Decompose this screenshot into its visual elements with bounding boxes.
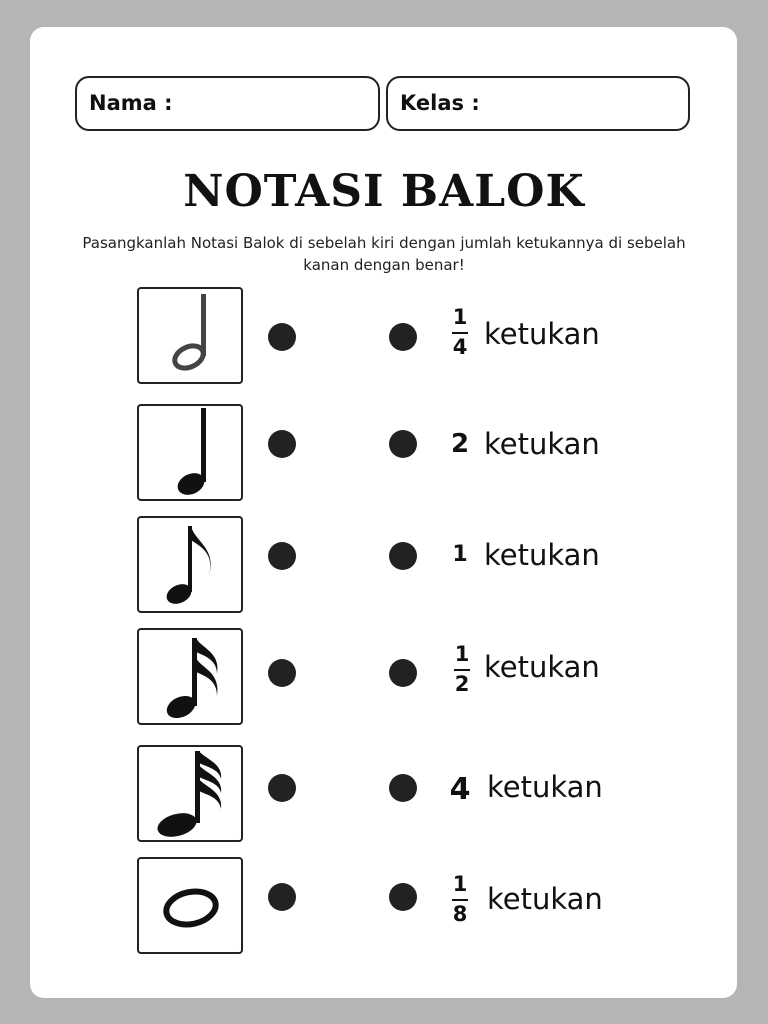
beat-unit: ketukan [484, 427, 600, 461]
right-dot-4[interactable] [389, 659, 417, 687]
fraction-denominator: 4 [452, 335, 468, 359]
beat-value: 4 [449, 772, 471, 807]
sixteenth-note-icon [139, 630, 241, 723]
beat-value: 1 [452, 542, 468, 567]
left-dot-3[interactable] [268, 542, 296, 570]
beat-label-5 [444, 758, 684, 818]
beat-unit: ketukan [484, 650, 600, 684]
fraction-bar [452, 899, 468, 901]
quarter-note-icon [139, 406, 241, 499]
left-dot-5[interactable] [268, 774, 296, 802]
fraction-numerator: 1 [454, 642, 470, 666]
beat-label-6 [444, 870, 684, 930]
note-box-1 [137, 287, 243, 384]
fraction-numerator: 1 [452, 305, 468, 329]
fraction-bar [452, 332, 468, 334]
beat-label-4 [444, 640, 684, 700]
note-box-2 [137, 404, 243, 501]
left-dot-4[interactable] [268, 659, 296, 687]
thirty-second-note-icon [139, 747, 241, 840]
half-note-icon [139, 289, 241, 382]
beat-label-3 [444, 524, 684, 584]
fraction-denominator: 2 [454, 672, 470, 696]
fraction-numerator: 1 [452, 872, 468, 896]
beat-fraction [444, 303, 476, 363]
beat-value: 2 [450, 429, 470, 459]
left-dot-6[interactable] [268, 883, 296, 911]
eighth-note-icon [139, 518, 241, 611]
beat-label-1 [444, 303, 684, 363]
name-label: Nama : [89, 91, 173, 115]
class-field[interactable] [386, 76, 690, 131]
beat-unit: ketukan [487, 882, 603, 916]
note-box-4 [137, 628, 243, 725]
beat-fraction [446, 640, 478, 700]
beat-unit: ketukan [484, 317, 600, 351]
right-dot-6[interactable] [389, 883, 417, 911]
note-box-5 [137, 745, 243, 842]
left-dot-1[interactable] [268, 323, 296, 351]
note-box-6 [137, 857, 243, 954]
instruction-text: Pasangkanlah Notasi Balok di sebelah kiri dengan jumlah ketukannya di sebelah kanan dengan benar! [82, 234, 686, 274]
page-title: NOTASI BALOK [183, 166, 585, 217]
note-box-3 [137, 516, 243, 613]
beat-label-2 [444, 413, 684, 473]
class-label: Kelas : [400, 91, 480, 115]
beat-unit: ketukan [487, 770, 603, 804]
left-dot-2[interactable] [268, 430, 296, 458]
beat-fraction [444, 870, 476, 930]
whole-note-icon [139, 859, 241, 952]
right-dot-1[interactable] [389, 323, 417, 351]
beat-unit: ketukan [484, 538, 600, 572]
right-dot-3[interactable] [389, 542, 417, 570]
right-dot-5[interactable] [389, 774, 417, 802]
name-field[interactable] [75, 76, 380, 131]
fraction-denominator: 8 [452, 902, 468, 926]
right-dot-2[interactable] [389, 430, 417, 458]
fraction-bar [454, 669, 470, 671]
